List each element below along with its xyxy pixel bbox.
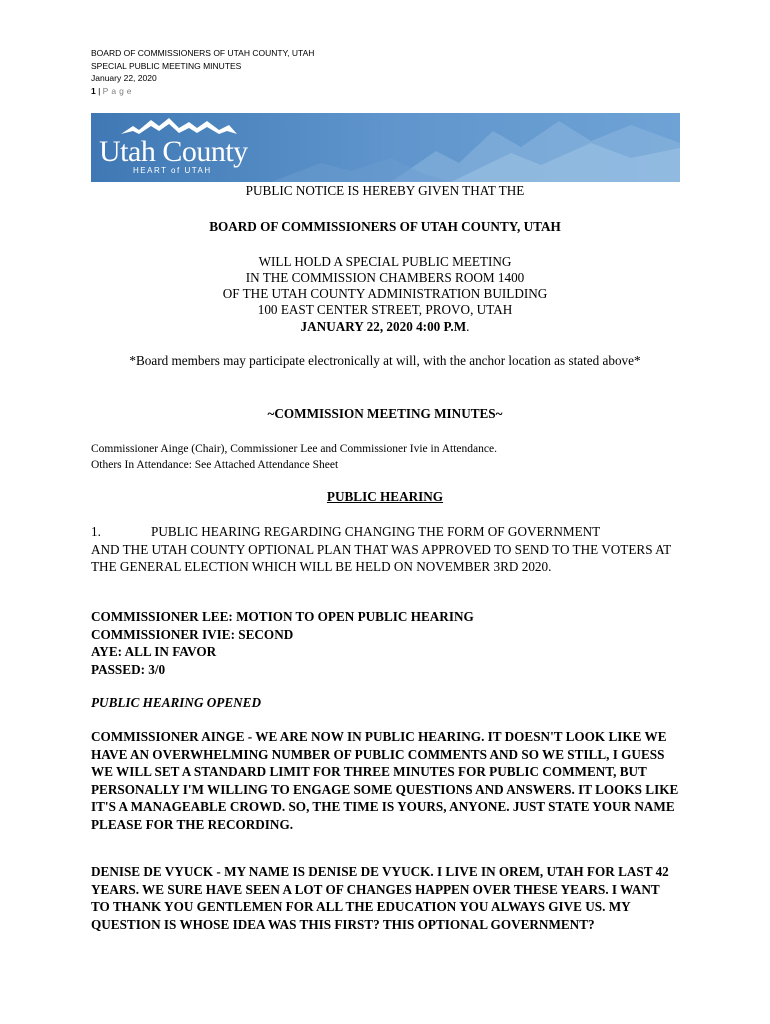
minutes-title: ~COMMISSION MEETING MINUTES~ — [267, 406, 503, 421]
agenda-item-number: 1. — [91, 524, 101, 539]
notice-hold-3: OF THE UTAH COUNTY ADMINISTRATION BUILDING — [222, 286, 548, 301]
hearing-opened: PUBLIC HEARING OPENED — [91, 695, 261, 710]
notice-intro: PUBLIC NOTICE IS HEREBY GIVEN THAT THE — [245, 183, 525, 198]
page-number: 1 — [91, 85, 96, 96]
attendance-others: Others In Attendance: See Attached Attendance Sheet — [91, 459, 339, 471]
motion-block — [91, 608, 681, 678]
notice-hold-2: IN THE COMMISSION CHAMBERS ROOM 1400 — [245, 270, 525, 285]
notice-date: JANUARY 22, 2020 4:00 P.M — [300, 319, 467, 334]
header-page-number — [91, 85, 314, 98]
notice-date-line — [0, 319, 770, 336]
notice-hold-4: 100 EAST CENTER STREET, PROVO, UTAH — [257, 302, 513, 317]
notice-board: BOARD OF COMMISSIONERS OF UTAH COUNTY, UTAH — [209, 219, 561, 234]
utah-county-banner — [91, 113, 680, 182]
logo-subtitle: HEART of UTAH — [133, 166, 212, 175]
header-org: BOARD OF COMMISSIONERS OF UTAH COUNTY, UTAH — [91, 48, 315, 58]
attendance-commissioners: Commissioner Ainge (Chair), Commissioner Lee and Commissioner Ivie in Attendance. — [91, 443, 497, 455]
motion-aye: AYE: ALL IN FAVOR — [91, 644, 217, 659]
section-heading: PUBLIC HEARING — [326, 489, 444, 504]
running-header — [91, 47, 314, 97]
logo-title: Utah County — [99, 135, 248, 168]
page-separator: | — [95, 85, 103, 96]
motion-passed: PASSED: 3/0 — [91, 661, 166, 677]
header-date: January 22, 2020 — [91, 73, 157, 83]
motion-ivie: COMMISSIONER IVIE: SECOND — [91, 626, 294, 642]
agenda-item-text-first: PUBLIC HEARING REGARDING CHANGING THE FORM OF GOVERNMENT — [151, 524, 601, 539]
notice-electronic: *Board members may participate electronically at will, with the anchor location as stated above* — [129, 353, 641, 368]
notice-date-suffix: . — [466, 319, 470, 334]
statement-denise: DENISE DE VYUCK - MY NAME IS DENISE DE VYUCK. I LIVE IN OREM, UTAH FOR LAST 42 YEARS. WE SURE HAVE SEEN A LOT OF CHANGES HAPPEN OVER THESE YEARS. I WANT TO THANK YOU GENTLEMEN FOR ALL THE EDUCATION YOU ALWAYS GIVE US. MY QUESTION IS WHOSE IDEA WAS THIS FIRST? THIS OPTIONAL GOVERNMENT? — [91, 864, 669, 932]
statement-ainge: COMMISSIONER AINGE - WE ARE NOW IN PUBLIC HEARING. IT DOESN'T LOOK LIKE WE HAVE AN OVERWHELMING NUMBER OF PUBLIC COMMENTS AND SO WE STILL, I GUESS WE WILL SET A STANDARD LIMIT FOR THREE MINUTES FOR PUBLIC COMMENT, BUT PERSONALLY I'M WILLING TO ENGAGE SOME QUESTIONS AND ANSWERS. IT LOOKS LIKE IT'S A MANAGEABLE CROWD. SO, THE TIME IS YOURS, ANYONE. JUST STATE YOUR NAME PLEASE FOR THE RECORDING. — [91, 729, 679, 832]
header-meeting: SPECIAL PUBLIC MEETING MINUTES — [91, 60, 242, 71]
motion-lee: COMMISSIONER LEE: MOTION TO OPEN PUBLIC HEARING — [91, 609, 474, 624]
agenda-item-first-line — [91, 523, 681, 541]
agenda-item-1 — [91, 523, 681, 576]
agenda-item-text-rest: AND THE UTAH COUNTY OPTIONAL PLAN THAT WAS APPROVED TO SEND TO THE VOTERS AT THE GENERAL ELECTION WHICH WILL BE HELD ON NOVEMBER 3RD 2020. — [91, 541, 671, 574]
page-word: Page — [102, 85, 135, 96]
notice-hold-1: WILL HOLD A SPECIAL PUBLIC MEETING — [258, 254, 512, 269]
